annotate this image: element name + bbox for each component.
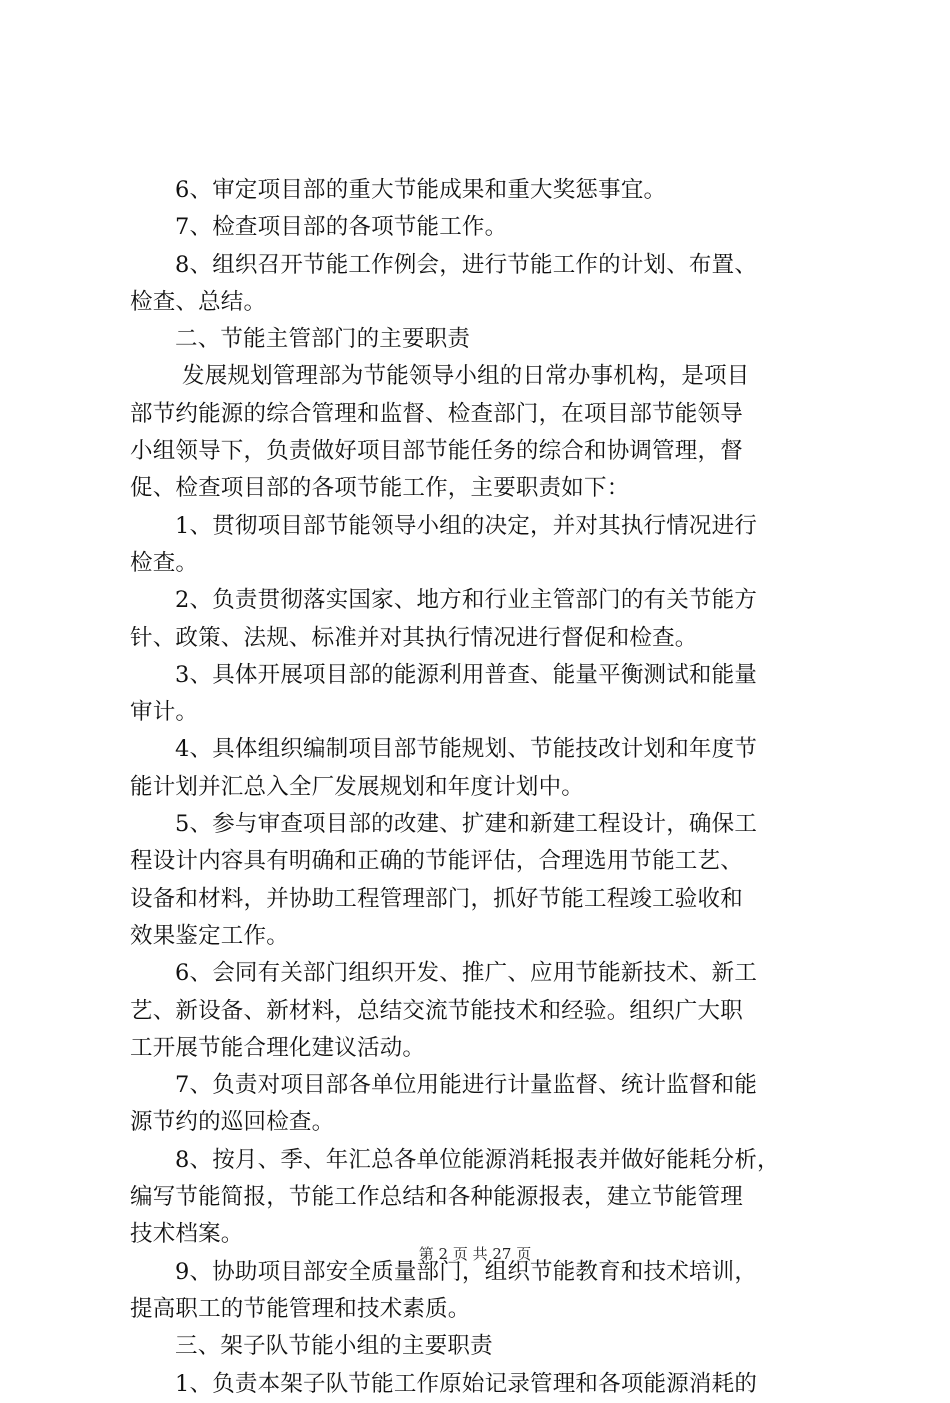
paragraph	[130, 1067, 830, 1142]
text-line: 2、负责贯彻落实国家、地方和行业主管部门的有关节能方	[175, 587, 758, 614]
paragraph	[130, 955, 830, 1067]
text-line: 技术档案。	[130, 1221, 244, 1248]
text-line: 4、具体组织编制项目部节能规划、节能技改计划和年度节	[175, 736, 758, 763]
text-line: 提高职工的节能管理和技术素质。	[130, 1295, 471, 1322]
text-line: 编写节能简报，节能工作总结和各种能源报表，建立节能管理	[130, 1184, 743, 1211]
paragraph	[130, 806, 830, 955]
text-line: 6、审定项目部的重大节能成果和重大奖惩事宜。	[175, 177, 667, 203]
text-line: 针、政策、法规、标准并对其执行情况进行督促和检查。	[130, 624, 698, 651]
paragraph	[130, 582, 830, 657]
paragraph	[130, 247, 830, 322]
page-number-footer: 第 2 页 共 27 页	[418, 1245, 532, 1263]
text-line: 工开展节能合理化建议活动。	[130, 1034, 426, 1061]
document-body	[130, 172, 830, 1403]
paragraph	[130, 209, 830, 246]
text-line: 1、贯彻项目部节能领导小组的决定，并对其执行情况进行	[175, 512, 758, 539]
text-line: 三、架子队节能小组的主要职责	[175, 1333, 493, 1360]
text-line: 6、会同有关部门组织开发、推广、应用节能新技术、新工	[175, 960, 758, 987]
text-line: 7、负责对项目部各单位用能进行计量监督、统计监督和能	[175, 1072, 758, 1099]
text-line: 促、检查项目部的各项节能工作，主要职责如下：	[130, 475, 630, 502]
text-line: 1、负责本架子队节能工作原始记录管理和各项能源消耗的	[175, 1370, 758, 1397]
text-line: 8、按月、季、年汇总各单位能源消耗报表并做好能耗分析，	[175, 1146, 780, 1173]
paragraph	[130, 1142, 830, 1254]
text-line: 7、检查项目部的各项节能工作。	[175, 214, 508, 241]
text-line: 设备和材料，并协助工程管理部门，抓好节能工程竣工验收和	[130, 885, 743, 912]
text-line: 源节约的巡回检查。	[130, 1109, 335, 1136]
text-line: 8、组织召开节能工作例会，进行节能工作的计划、布置、	[175, 251, 758, 278]
text-line: 9、协助项目部安全质量部门，组织节能教育和技术培训，	[175, 1258, 758, 1285]
text-line: 能计划并汇总入全厂发展规划和年度计划中。	[130, 773, 585, 800]
paragraph	[130, 1254, 830, 1329]
section-heading	[130, 1328, 830, 1365]
text-line: 部节约能源的综合管理和监督、检查部门，在项目部节能领导	[130, 400, 743, 427]
paragraph	[130, 1366, 830, 1403]
paragraph	[130, 358, 830, 507]
text-line: 二、节能主管部门的主要职责	[175, 326, 471, 353]
paragraph	[130, 172, 830, 209]
text-line: 小组领导下，负责做好项目部节能任务的综合和协调管理，督	[130, 438, 743, 465]
paragraph	[130, 657, 830, 732]
text-line: 5、参与审查项目部的改建、扩建和新建工程设计，确保工	[175, 811, 758, 838]
paragraph	[130, 731, 830, 806]
paragraph	[130, 508, 830, 583]
text-line: 效果鉴定工作。	[130, 922, 289, 949]
text-line: 程设计内容具有明确和正确的节能评估，合理选用节能工艺、	[130, 848, 743, 875]
section-heading	[130, 321, 830, 358]
text-line: 检查、总结。	[130, 288, 267, 315]
text-line: 检查。	[130, 549, 199, 576]
text-line: 艺、新设备、新材料，总结交流节能技术和经验。组织广大职	[130, 997, 743, 1024]
text-line: 审计。	[130, 699, 199, 726]
text-line: 3、具体开展项目部的能源利用普查、能量平衡测试和能量	[175, 661, 758, 688]
text-line: 发展规划管理部为节能领导小组的日常办事机构，是项目	[182, 363, 750, 390]
